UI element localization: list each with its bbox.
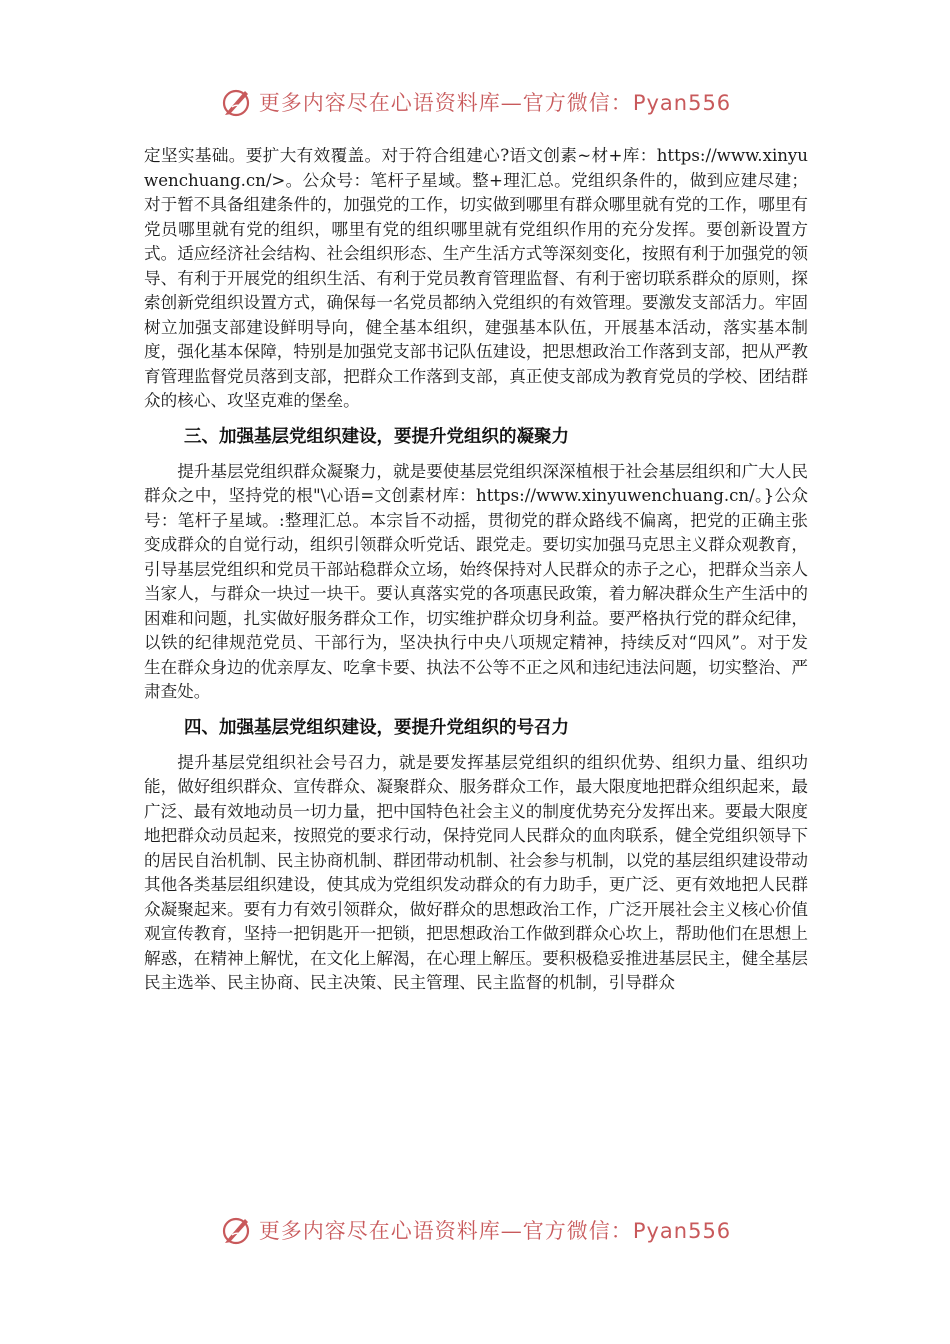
document-body bbox=[144, 144, 808, 996]
footer-banner-text: 更多内容尽在心语资料库—官方微信：Pyan556 bbox=[258, 1219, 732, 1243]
paragraph-continued: 定坚实基础。要扩大有效覆盖。对于符合组建心?语文创素~材+库：https://www.xinyuwenchuang.cn/>。公众号：笔杆子星域。整+理汇总。党组织条件的，做到应建尽建；对于暂不具备组建条件的，加强党的工作，切实做到哪里有群众哪里就有党的工作，哪里有党员哪里就有党的组织，哪里有党的组织哪里就有党组织作用的充分发挥。要创新设置方式。适应经济社会结构、社会组织形态、生产生活方式等深刻变化，按照有利于加强党的领导、有利于开展党的组织生活、有利于党员教育管理监督、有利于密切联系群众的原则，探索创新党组织设置方式，确保每一名党员都纳入党组织的有效管理。要激发支部活力。牢固树立加强支部建设鲜明导向，健全基本组织，建强基本队伍，开展基本活动，落实基本制度，强化基本保障，特别是加强党支部书记队伍建设，把思想政治工作落到支部，把从严教育管理监督党员落到支部，把群众工作落到支部，真正使支部成为教育党员的学校、团结群众的核心、攻坚克难的堡垒。 bbox=[144, 146, 808, 410]
header-banner-text: 更多内容尽在心语资料库—官方微信：Pyan556 bbox=[258, 91, 732, 115]
footer-banner bbox=[0, 1210, 950, 1250]
wechat-id: Pyan556 bbox=[632, 91, 732, 115]
paragraph-section-4: 提升基层党组织社会号召力，就是要发挥基层党组织的组织优势、组织力量、组织功能，做好组织群众、宣传群众、凝聚群众、服务群众工作，最大限度地把群众组织起来，最广泛、最有效地动员一切力量，把中国特色社会主义的制度优势充分发挥出来。要最大限度地把群众动员起来，按照党的要求行动，保持党同人民群众的血肉联系，健全党组织领导下的居民自治机制、民主协商机制、群团带动机制、社会参与机制，以党的基层组织建设带动其他各类基层组织建设，使其成为党组织发动群众的有力助手，更广泛、更有效地把人民群众凝聚起来。要有力有效引领群众，做好群众的思想政治工作，广泛开展社会主义核心价值观宣传教育，坚持一把钥匙开一把锁，把思想政治工作做到群众心坎上，帮助他们在思想上解惑，在精神上解忧，在文化上解渴，在心理上解压。要积极稳妥推进基层民主，健全基层民主选举、民主协商、民主决策、民主管理、民主监督的机制，引导群众 bbox=[144, 752, 808, 992]
paragraph-section-3: 提升基层党组织群众凝聚力，就是要使基层党组织深深植根于社会基层组织和广大人民群众之中，坚持党的根"\心语=文创素材库：https://www.xinyuwenchuang.cn/。}公众号：笔杆子星域。:整理汇总。本宗旨不动摇，贯彻党的群众路线不偏离，把党的正确主张变成群众的自觉行动，组织引领群众听党话、跟党走。要切实加强马克思主义群众观教育，引导基层党组织和党员干部站稳群众立场，始终保持对人民群众的赤子之心，把群众当亲人当家人，与群众一块过一块干。要认真落实党的各项惠民政策，着力解决群众生产生活中的困难和问题，扎实做好服务群众工作，切实维护群众切身利益。要严格执行党的群众纪律，以铁的纪律规范党员、干部行为，坚决执行中央八项规定精神，持续反对“四风”。对于发生在群众身边的优亲厚友、吃拿卡要、执法不公等不正之风和违纪违法问题，切实整治、严肃查处。 bbox=[144, 461, 808, 701]
header-banner bbox=[0, 82, 950, 122]
writing-pen-logo-icon bbox=[219, 85, 253, 119]
header-banner-content bbox=[219, 85, 731, 119]
footer-banner-content bbox=[219, 1213, 731, 1247]
section-heading-4: 四、加强基层党组织建设，要提升党组织的号召力 bbox=[184, 717, 569, 738]
section-heading-3: 三、加强基层党组织建设，要提升党组织的凝聚力 bbox=[184, 426, 569, 447]
wechat-id: Pyan556 bbox=[632, 1219, 732, 1243]
writing-pen-logo-icon bbox=[219, 1213, 253, 1247]
